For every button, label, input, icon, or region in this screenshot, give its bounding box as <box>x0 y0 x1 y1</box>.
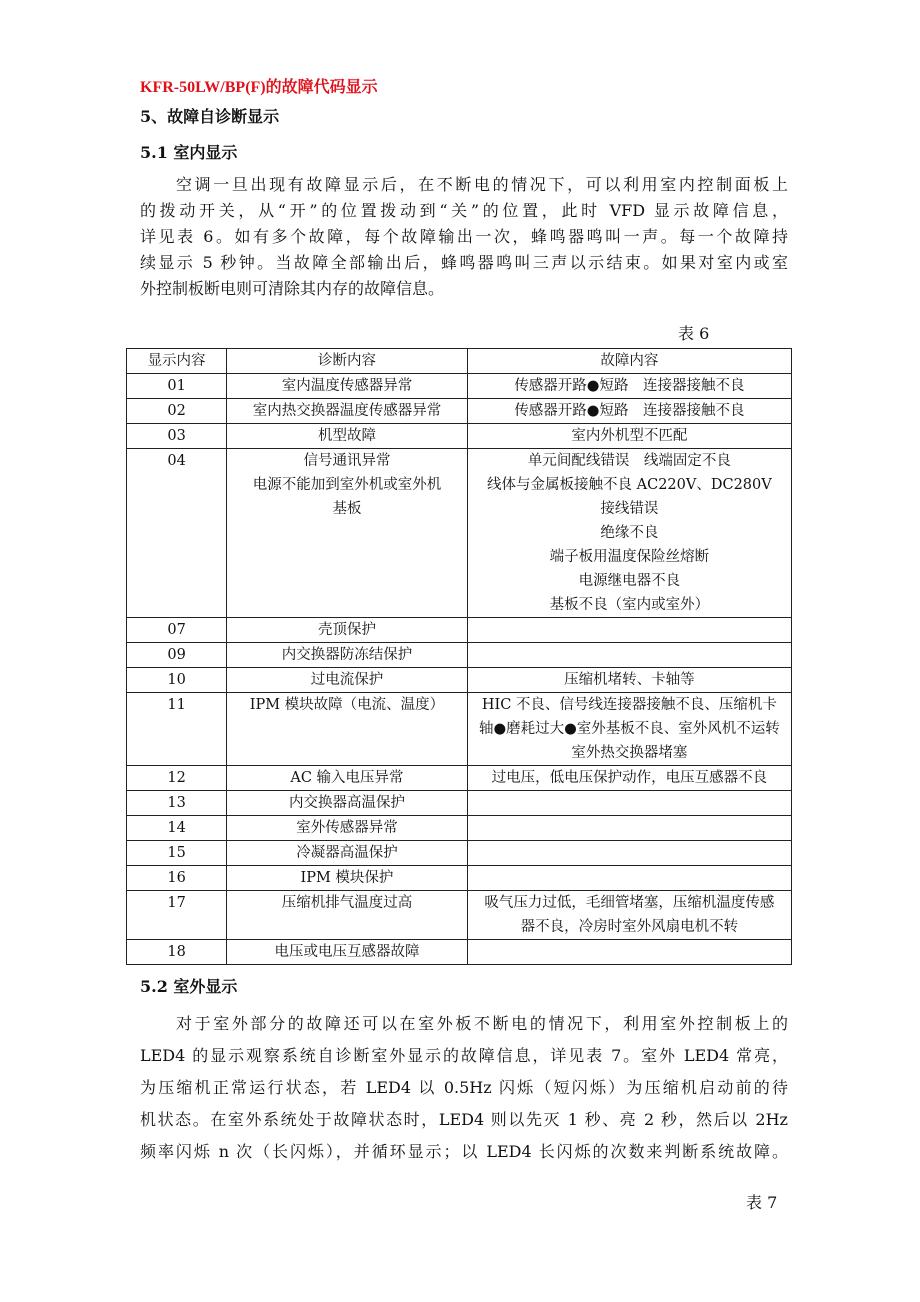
cell-diagnosis <box>227 643 468 668</box>
cell-diagnosis-line: 壳顶保护 <box>317 622 376 638</box>
table-row <box>127 668 792 693</box>
table-row <box>127 643 792 668</box>
cell-diagnosis <box>227 693 468 766</box>
paragraph-line: 频率闪烁 n 次（长闪烁），并循环显示；以 LED4 长闪烁的次数来判断系统故障。 <box>140 1142 788 1161</box>
cell-code: 02 <box>127 399 227 424</box>
table-row <box>127 891 792 940</box>
cell-fault-line: 接线错误 <box>600 501 659 517</box>
paragraph-line: LED4 的显示观察系统自诊断室外显示的故障信息，详见表 7。室外 LED4 常亮， <box>140 1046 788 1065</box>
table-header-row <box>127 349 792 374</box>
cell-fault-line: 端子板用温度保险丝熔断 <box>549 549 710 565</box>
table-row <box>127 816 792 841</box>
table-7-caption: 表 7 <box>746 1193 778 1212</box>
cell-fault-line: 绝缘不良 <box>600 525 659 541</box>
section-heading-5: 5、故障自诊断显示 <box>140 107 280 126</box>
cell-code: 01 <box>127 374 227 399</box>
cell-diagnosis <box>227 424 468 449</box>
paragraph-line: 空调一旦出现有故障显示后，在不断电的情况下，可以利用室内控制面板上 <box>176 175 788 194</box>
paragraph-line: 外控制板断电则可清除其内存的故障信息。 <box>140 279 445 298</box>
cell-fault-line <box>472 841 787 865</box>
cell-diagnosis-line: 机型故障 <box>317 428 376 444</box>
cell-diagnosis <box>227 374 468 399</box>
cell-fault-line: 传感器开路●短路 连接器接触不良 <box>514 378 745 394</box>
table-row <box>127 399 792 424</box>
cell-fault-line: 压缩机堵转、卡轴等 <box>564 672 695 688</box>
cell-fault <box>467 618 791 643</box>
cell-fault <box>467 643 791 668</box>
cell-fault <box>467 399 791 424</box>
cell-diagnosis <box>227 791 468 816</box>
cell-code: 14 <box>127 816 227 841</box>
cell-diagnosis-line: 压缩机排气温度过高 <box>281 895 413 911</box>
cell-diagnosis-line: AC 输入电压异常 <box>290 770 404 786</box>
cell-fault <box>467 866 791 891</box>
table-row <box>127 841 792 866</box>
cell-fault-line: 室内外机型不匹配 <box>571 428 688 444</box>
cell-code: 11 <box>127 693 227 766</box>
cell-diagnosis <box>227 618 468 643</box>
cell-code: 17 <box>127 891 227 940</box>
paragraph-line: 续显示 5 秒钟。当故障全部输出后，蜂鸣器鸣叫三声以示结束。如果对室内或室 <box>140 253 788 272</box>
table-body <box>127 374 792 965</box>
cell-fault <box>467 841 791 866</box>
header-fault-content: 故障内容 <box>467 349 791 374</box>
cell-diagnosis-line: 室内热交换器温度传感器异常 <box>252 403 442 419</box>
cell-code: 09 <box>127 643 227 668</box>
paragraph-line: 机状态。在室外系统处于故障状态时，LED4 则以先灭 1 秒、亮 2 秒，然后以 2Hz <box>140 1110 788 1129</box>
paragraph-line: 对于室外部分的故障还可以在室外板不断电的情况下，利用室外控制板上的 <box>176 1014 788 1033</box>
paragraph-outdoor-display <box>140 1008 788 1168</box>
cell-diagnosis <box>227 841 468 866</box>
header-display-content: 显示内容 <box>127 349 227 374</box>
cell-code: 03 <box>127 424 227 449</box>
cell-fault-line: 基板不良（室内或室外） <box>549 597 710 613</box>
cell-diagnosis <box>227 816 468 841</box>
cell-fault-line: 过电压，低电压保护动作，电压互感器不良 <box>491 770 768 786</box>
cell-fault-line: 室外热交换器堵塞 <box>571 745 688 761</box>
cell-diagnosis-line: 基板 <box>332 501 362 517</box>
cell-diagnosis <box>227 891 468 940</box>
table-row <box>127 791 792 816</box>
table-row <box>127 693 792 766</box>
cell-code: 12 <box>127 766 227 791</box>
cell-fault-line: 器不良，冷房时室外风扇电机不转 <box>520 919 739 935</box>
cell-diagnosis <box>227 449 468 618</box>
table-row <box>127 618 792 643</box>
table-row <box>127 766 792 791</box>
cell-fault-line <box>472 791 787 815</box>
cell-fault-line: 电源继电器不良 <box>578 573 681 589</box>
cell-fault <box>467 449 791 618</box>
cell-fault-line: 传感器开路●短路 连接器接触不良 <box>514 403 745 419</box>
cell-fault <box>467 374 791 399</box>
table-6-caption: 表 6 <box>678 324 710 343</box>
cell-diagnosis-line: 室内温度传感器异常 <box>281 378 413 394</box>
cell-fault-line: 线体与金属板接触不良 AC220V、DC280V <box>487 477 772 493</box>
cell-fault <box>467 693 791 766</box>
cell-diagnosis-line: 电源不能加到室外机或室外机 <box>252 477 442 493</box>
paragraph-line: 为压缩机正常运行状态，若 LED4 以 0.5Hz 闪烁（短闪烁）为压缩机启动前的待 <box>140 1078 788 1097</box>
cell-diagnosis-line: 过电流保护 <box>310 672 384 688</box>
cell-fault-line <box>472 816 787 840</box>
cell-fault <box>467 766 791 791</box>
cell-fault-line <box>472 940 787 964</box>
cell-diagnosis <box>227 668 468 693</box>
cell-diagnosis <box>227 766 468 791</box>
table-row <box>127 424 792 449</box>
cell-diagnosis-line: IPM 模块保护 <box>300 870 394 886</box>
table-row <box>127 866 792 891</box>
cell-fault-line: 吸气压力过低，毛细管堵塞，压缩机温度传感 <box>484 895 775 911</box>
cell-diagnosis <box>227 399 468 424</box>
cell-fault <box>467 940 791 965</box>
cell-diagnosis-line: 内交换器防冻结保护 <box>281 647 413 663</box>
fault-code-table-6 <box>126 348 792 965</box>
cell-fault-line: 轴●磨耗过大●室外基板不良、室外风机不运转 <box>478 721 780 737</box>
document-title: KFR-50LW/BP(F)的故障代码显示 <box>140 79 378 96</box>
paragraph-line: 详见表 6。如有多个故障，每个故障输出一次，蜂鸣器鸣叫一声。每一个故障持 <box>140 227 788 246</box>
header-diagnosis-content: 诊断内容 <box>227 349 468 374</box>
cell-fault-line: HIC 不良、信号线连接器接触不良、压缩机卡 <box>481 697 777 713</box>
section-heading-5-1: 5.1 室内显示 <box>140 143 238 162</box>
table-row <box>127 374 792 399</box>
cell-code: 10 <box>127 668 227 693</box>
cell-diagnosis <box>227 940 468 965</box>
cell-diagnosis-line: 内交换器高温保护 <box>288 795 405 811</box>
cell-code: 07 <box>127 618 227 643</box>
paragraph-indoor-display <box>140 172 788 302</box>
cell-code: 16 <box>127 866 227 891</box>
table-row <box>127 940 792 965</box>
paragraph-line: 的拨动开关，从“开”的位置拨动到“关”的位置，此时 VFD 显示故障信息， <box>140 201 788 220</box>
cell-code: 15 <box>127 841 227 866</box>
cell-fault-line <box>472 618 787 642</box>
cell-diagnosis-line: 信号通讯异常 <box>303 453 391 469</box>
cell-fault <box>467 791 791 816</box>
cell-fault-line <box>472 643 787 667</box>
cell-diagnosis-line: 室外传感器异常 <box>296 820 398 836</box>
cell-fault <box>467 668 791 693</box>
section-heading-5-2: 5.2 室外显示 <box>140 977 238 996</box>
cell-diagnosis-line: 电压或电压互感器故障 <box>274 944 420 960</box>
cell-code: 18 <box>127 940 227 965</box>
cell-fault <box>467 816 791 841</box>
table-row <box>127 449 792 618</box>
cell-fault-line <box>472 866 787 890</box>
cell-fault <box>467 424 791 449</box>
cell-code: 13 <box>127 791 227 816</box>
cell-fault-line: 单元间配线错误 线端固定不良 <box>527 453 731 469</box>
cell-code: 04 <box>127 449 227 618</box>
cell-diagnosis-line: 冷凝器高温保护 <box>296 845 398 861</box>
cell-fault <box>467 891 791 940</box>
cell-diagnosis <box>227 866 468 891</box>
cell-diagnosis-line: IPM 模块故障（电流、温度） <box>249 697 445 713</box>
